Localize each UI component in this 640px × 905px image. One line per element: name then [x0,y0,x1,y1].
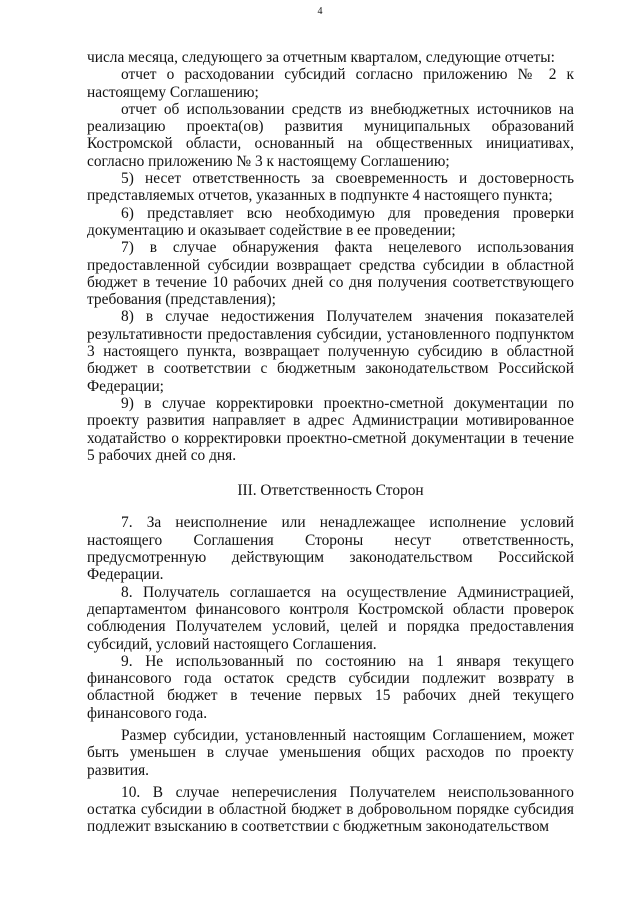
paragraph-item-5: 5) несет ответственность за своевременность и достоверность представляемых отчетов, указанных в подпункте 4 настоящего пункта; [87,170,574,205]
paragraph-clause-10: 10. В случае неперечисления Получателем неиспользованного остатка субсидии в областной бюджет в добровольном порядке субсидия подлежит взысканию в соответствии с бюджетным законодательством [87,783,574,836]
paragraph-clause-7: 7. За неисполнение или ненадлежащее исполнение условий настоящего Соглашения Стороны несут ответственность, предусмотренную действующим законодательством Российской Федерации. [87,514,574,584]
paragraph-item-6: 6) представляет всю необходимую для проведения проверки документацию и оказывает содействие в ее проведении; [87,204,574,239]
document-body [87,49,574,836]
page-number: 4 [317,6,323,17]
paragraph-item-7: 7) в случае обнаружения факта нецелевого использования предоставленной субсидии возвращает средства субсидии в областной бюджет в течение 10 рабочих дней со дня получения соответствующего требования (представления); [87,239,574,309]
paragraph-continuation: числа месяца, следующего за отчетным кварталом, следующие отчеты: [87,49,555,66]
section-title: III. Ответственность Сторон [237,482,424,500]
paragraph-clause-9: 9. Не использованный по состоянию на 1 января текущего финансового года остаток средств субсидии подлежит возврату в областной бюджет в течение первых 15 рабочих дней текущего финансового года. [87,652,574,722]
paragraph-subsidy-size: Размер субсидии, установленный настоящим Соглашением, может быть уменьшен в случае уменьшения общих расходов по проекту развития. [87,726,574,779]
paragraph-report-subsidy: отчет о расходовании субсидий согласно приложению № 2 к настоящему Соглашению; [87,66,574,101]
paragraph-item-8: 8) в случае недостижения Получателем значения показателей результативности предоставления субсидии, установленного подпунктом 3 настоящего пункта, возвращает полученную субсидию в областной бюджет в соответствии с бюджетным законодательством Российской Федерации; [87,308,574,395]
paragraph-clause-8: 8. Получатель соглашается на осуществление Администрацией, департаментом финансового контроля Костромской области проверок соблюдения Получателем условий, целей и порядка предоставления субсидий, условий настоящего Соглашения. [87,583,574,653]
paragraph-report-extrabudget: отчет об использовании средств из внебюджетных источников на реализацию проекта(ов) развития муниципальных образований Костромской области, основанный на общественных инициативах, согласно приложению № 3 к настоящему Соглашению; [87,100,574,170]
paragraph-item-9: 9) в случае корректировки проектно-сметной документации по проекту развития направляет в адрес Администрации мотивированное ходатайство о корректировки проектно-сметной документации в течение 5 рабочих дней со дня. [87,394,574,464]
